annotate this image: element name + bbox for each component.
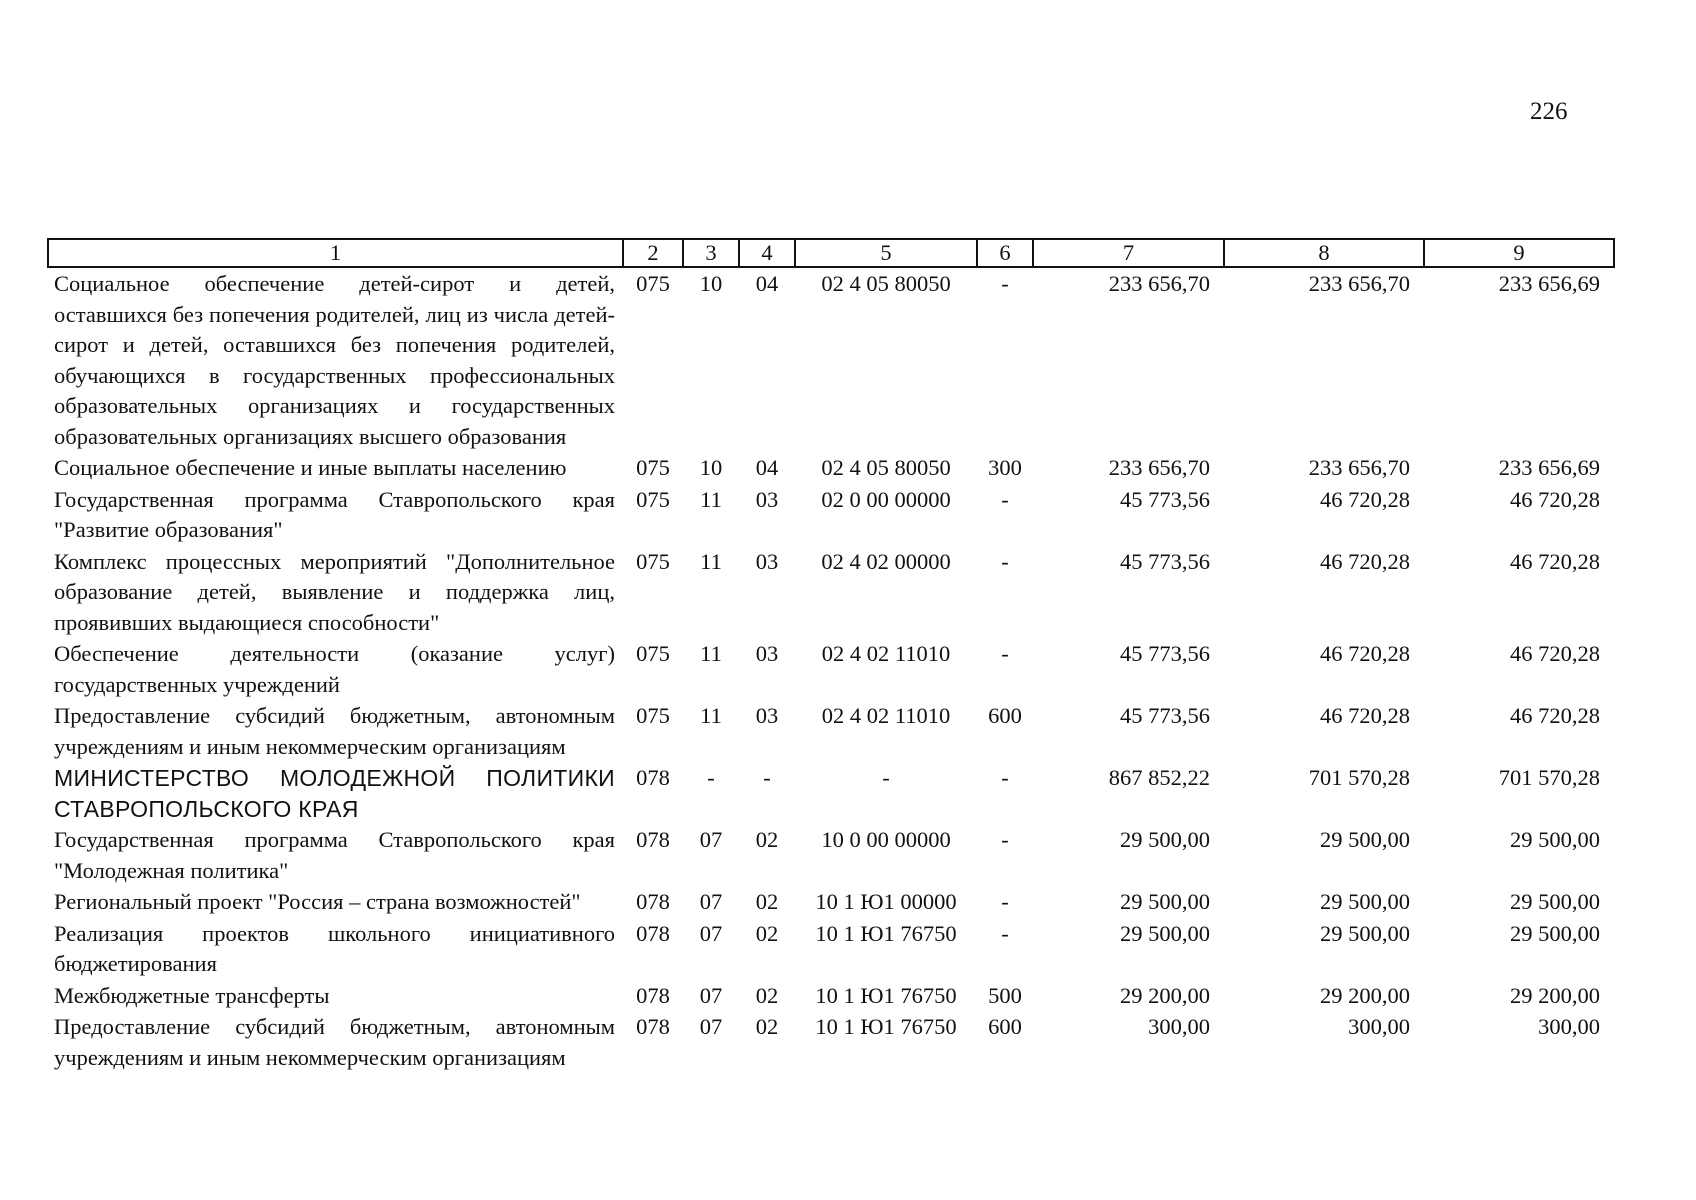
- expense-type-code: 600: [988, 1014, 1022, 1039]
- section-code: 11: [700, 486, 722, 512]
- subsection-code: 02: [755, 1014, 779, 1039]
- section-code: 07: [699, 920, 723, 946]
- section-code: 10: [699, 271, 723, 296]
- ministry-code: 078: [636, 982, 670, 1008]
- amount-col-7: 29 500,00: [1120, 889, 1210, 914]
- ministry-code: 078: [636, 889, 670, 914]
- target-article-code: -: [882, 765, 890, 790]
- ministry-code: 075: [636, 548, 670, 574]
- amount-col-9: 29 500,00: [1510, 889, 1600, 914]
- ministry-code: 078: [636, 1014, 670, 1039]
- amount-col-9: 29 500,00: [1510, 920, 1600, 946]
- item-name: Государственная программа Ставропольского края "Молодежная политика": [54, 827, 615, 883]
- budget-table-container: [47, 238, 1613, 1073]
- page-number: 226: [1530, 98, 1568, 125]
- amount-col-9: 233 656,69: [1498, 455, 1600, 480]
- header-cell: 9: [1424, 239, 1614, 267]
- amount-col-9: 46 720,28: [1510, 641, 1600, 666]
- amount-col-8: 29 500,00: [1320, 827, 1410, 852]
- subsection-code: 02: [755, 920, 779, 946]
- table-row: [48, 452, 1614, 484]
- amount-col-8: 233 656,70: [1308, 271, 1410, 296]
- item-name: Социальное обеспечение и иные выплаты населению: [54, 455, 567, 480]
- amount-col-9: 46 720,28: [1510, 486, 1600, 512]
- expense-type-code: -: [1001, 827, 1009, 852]
- table-row: [48, 886, 1614, 918]
- table-row: [48, 267, 1614, 452]
- header-cell: 5: [795, 239, 977, 267]
- amount-col-7: 29 500,00: [1120, 827, 1210, 852]
- amount-col-9: 701 570,28: [1498, 765, 1600, 790]
- section-code: 11: [700, 703, 722, 728]
- item-name: Социальное обеспечение детей-сирот и детей, оставшихся без попечения родителей, лиц из числа детей-сирот и детей, оставшихся без попечения родителей, обучающихся в государственных профессиональных образовательных организациях и государственных образовательных организациях высшего образования: [54, 271, 615, 449]
- header-row: [48, 239, 1614, 267]
- item-name: Предоставление субсидий бюджетным, автономным учреждениям и иным некоммерческим организациям: [54, 703, 615, 759]
- expense-type-code: 600: [988, 703, 1022, 728]
- ministry-code: 075: [636, 455, 670, 480]
- header-cell: 1: [48, 239, 623, 267]
- subsection-code: 04: [755, 455, 779, 480]
- subsection-code: 03: [755, 486, 779, 512]
- amount-col-7: 45 773,56: [1120, 486, 1210, 512]
- subsection-code: 03: [755, 548, 779, 574]
- section-code: -: [707, 765, 715, 790]
- item-name: Межбюджетные трансферты: [54, 982, 330, 1008]
- amount-col-7: 867 852,22: [1108, 765, 1210, 790]
- subsection-code: 03: [755, 703, 779, 728]
- header-cell: 6: [977, 239, 1033, 267]
- amount-col-9: 233 656,69: [1498, 271, 1600, 296]
- subsection-code: 02: [755, 889, 779, 914]
- expense-type-code: -: [1001, 765, 1009, 790]
- ministry-code: 078: [636, 827, 670, 852]
- amount-col-8: 46 720,28: [1320, 703, 1410, 728]
- section-code: 07: [699, 1014, 723, 1039]
- section-code: 10: [699, 455, 723, 480]
- section-code: 07: [699, 827, 723, 852]
- table-row: [48, 700, 1614, 762]
- header-cell: 7: [1033, 239, 1224, 267]
- amount-col-8: 701 570,28: [1308, 765, 1410, 790]
- table-row: [48, 824, 1614, 886]
- header-cell: 8: [1224, 239, 1424, 267]
- amount-col-8: 29 500,00: [1320, 920, 1410, 946]
- amount-col-9: 300,00: [1538, 1014, 1600, 1039]
- ministry-code: 075: [636, 703, 670, 728]
- amount-col-9: 29 500,00: [1510, 827, 1600, 852]
- section-code: 11: [700, 548, 722, 574]
- amount-col-9: 46 720,28: [1510, 548, 1600, 574]
- expense-type-code: -: [1001, 486, 1009, 512]
- amount-col-7: 45 773,56: [1120, 641, 1210, 666]
- item-name: Реализация проектов школьного инициативного бюджетирования: [54, 920, 615, 976]
- amount-col-7: 300,00: [1148, 1014, 1210, 1039]
- target-article-code: 10 0 00 00000: [821, 827, 951, 852]
- table-row: [48, 638, 1614, 700]
- amount-col-9: 29 200,00: [1510, 982, 1600, 1008]
- subsection-code: 02: [755, 982, 779, 1008]
- item-name: Комплекс процессных мероприятий "Дополнительное образование детей, выявление и поддержка лиц, проявивших выдающиеся способности": [54, 548, 615, 635]
- table-row: [48, 1011, 1614, 1073]
- item-name: Государственная программа Ставропольского края "Развитие образования": [54, 486, 615, 542]
- header-cell: 3: [683, 239, 739, 267]
- item-name: Предоставление субсидий бюджетным, автономным учреждениям и иным некоммерческим организациям: [54, 1014, 615, 1070]
- ministry-code: 078: [636, 920, 670, 946]
- amount-col-8: 46 720,28: [1320, 641, 1410, 666]
- item-name: Обеспечение деятельности (оказание услуг) государственных учреждений: [54, 641, 615, 697]
- target-article-code: 02 4 05 80050: [821, 271, 951, 296]
- budget-table: [47, 238, 1615, 1073]
- table-row: [48, 484, 1614, 546]
- amount-col-7: 233 656,70: [1108, 271, 1210, 296]
- expense-type-code: -: [1001, 920, 1009, 946]
- target-article-code: 10 1 Ю1 00000: [815, 889, 957, 914]
- amount-col-8: 233 656,70: [1308, 455, 1410, 480]
- item-name: Региональный проект "Россия – страна возможностей": [54, 889, 581, 914]
- target-article-code: 02 4 05 80050: [821, 455, 951, 480]
- ministry-name: МИНИСТЕРСТВО МОЛОДЕЖНОЙ ПОЛИТИКИ СТАВРОПОЛЬСКОГО КРАЯ: [54, 765, 615, 822]
- expense-type-code: -: [1001, 271, 1009, 296]
- ministry-code: 075: [636, 641, 670, 666]
- subsection-code: 03: [755, 641, 779, 666]
- amount-col-8: 29 200,00: [1320, 982, 1410, 1008]
- header-cell: 4: [739, 239, 795, 267]
- target-article-code: 10 1 Ю1 76750: [815, 920, 957, 946]
- ministry-code: 078: [636, 765, 670, 790]
- expense-type-code: -: [1001, 889, 1009, 914]
- amount-col-7: 233 656,70: [1108, 455, 1210, 480]
- section-code: 11: [700, 641, 722, 666]
- section-code: 07: [699, 982, 723, 1008]
- subsection-code: 02: [755, 827, 779, 852]
- target-article-code: 10 1 Ю1 76750: [815, 982, 957, 1008]
- table-row: [48, 980, 1614, 1012]
- amount-col-8: 46 720,28: [1320, 548, 1410, 574]
- subsection-code: -: [763, 765, 771, 790]
- amount-col-7: 29 200,00: [1120, 982, 1210, 1008]
- amount-col-8: 300,00: [1348, 1014, 1410, 1039]
- amount-col-8: 46 720,28: [1320, 486, 1410, 512]
- ministry-code: 075: [636, 486, 670, 512]
- amount-col-7: 29 500,00: [1120, 920, 1210, 946]
- target-article-code: 02 4 02 11010: [821, 703, 951, 728]
- target-article-code: 02 0 00 00000: [821, 486, 951, 512]
- target-article-code: 02 4 02 11010: [821, 641, 951, 666]
- section-code: 07: [699, 889, 723, 914]
- expense-type-code: -: [1001, 548, 1009, 574]
- table-row: [48, 918, 1614, 980]
- table-row-ministry: [48, 762, 1614, 824]
- amount-col-8: 29 500,00: [1320, 889, 1410, 914]
- amount-col-7: 45 773,56: [1120, 703, 1210, 728]
- ministry-code: 075: [636, 271, 670, 296]
- expense-type-code: -: [1001, 641, 1009, 666]
- header-cell: 2: [623, 239, 683, 267]
- amount-col-7: 45 773,56: [1120, 548, 1210, 574]
- expense-type-code: 500: [988, 982, 1022, 1008]
- table-row: [48, 546, 1614, 639]
- target-article-code: 02 4 02 00000: [821, 548, 951, 574]
- expense-type-code: 300: [988, 455, 1022, 480]
- amount-col-9: 46 720,28: [1510, 703, 1600, 728]
- target-article-code: 10 1 Ю1 76750: [815, 1014, 957, 1039]
- subsection-code: 04: [755, 271, 779, 296]
